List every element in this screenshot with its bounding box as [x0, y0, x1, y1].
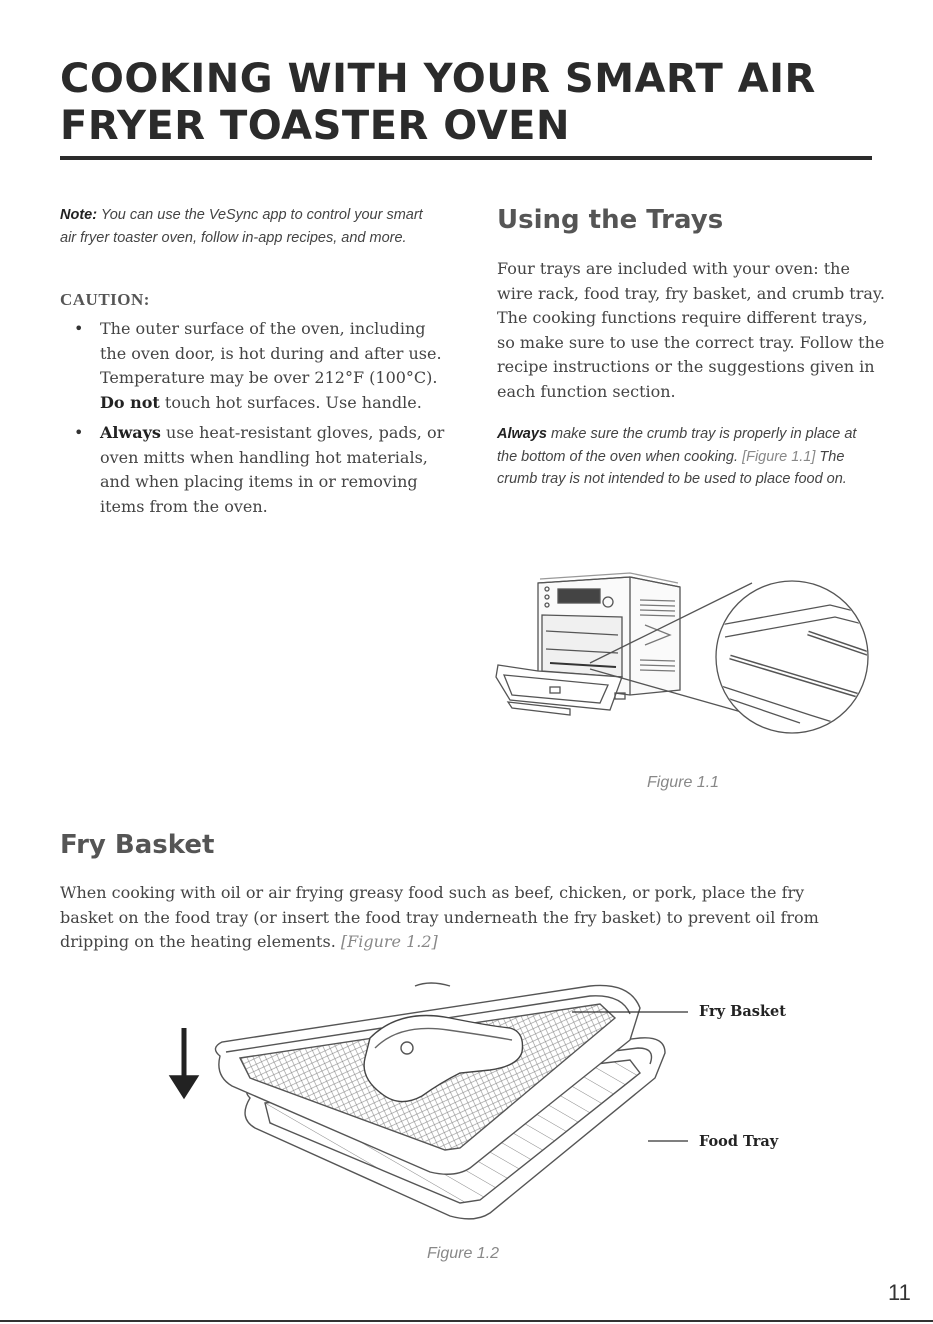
caution-item-1-text: The outer surface of the oven, including the oven door, is hot during and after use. Temperature may be over 212°F (100°C).	[100, 319, 442, 387]
bottom-divider	[0, 1320, 933, 1322]
crumb-note-text: make sure the crumb tray is properly in place at the bottom of the oven when cooking.	[497, 426, 857, 465]
caution-item-2-text: use heat-resistant gloves, pads, or oven mitts when handling hot materials, and when placing items in or removing items from the oven.	[100, 423, 445, 516]
note-text: You can use the VeSync app to control your smart air fryer toaster oven, follow in-app recipes, and more.	[60, 207, 423, 246]
page-number: 11	[888, 1280, 911, 1305]
note-label: Note:	[60, 207, 98, 223]
crumb-note-bold: Always	[497, 426, 547, 442]
figure-1-2-caption: Figure 1.2	[427, 1245, 500, 1262]
oven-illustration	[490, 565, 880, 740]
fry-basket-paragraph	[60, 881, 840, 955]
crumb-note-tail: The crumb tray is not intended to be used to place food on.	[497, 448, 847, 487]
trays-heading: Using the Trays	[497, 205, 724, 235]
crumb-tray-note	[497, 423, 857, 491]
figure-1-1-caption: Figure 1.1	[647, 774, 720, 791]
caution-item-2-bold: Always	[100, 423, 161, 442]
trays-paragraph: Four trays are included with your oven: the wire rack, food tray, fry basket, and crumb tray. The cooking functions require different trays, so make sure to use the correct tray. Follow the recipe instructions or the suggestions given in each function section.	[497, 259, 885, 401]
caution-item-gloves	[60, 421, 445, 519]
fry-basket-heading: Fry Basket	[60, 830, 215, 860]
page-title-line-2: FRYER TOASTER OVEN	[60, 103, 570, 149]
note-paragraph	[60, 204, 440, 249]
page-title	[60, 56, 872, 150]
title-divider	[60, 156, 872, 160]
fry-basket-text: When cooking with oil or air frying greasy food such as beef, chicken, or pork, place the fry basket on the food tray (or insert the food tray underneath the fry basket) to prevent oil from dripping on the heating elements.	[60, 883, 819, 951]
fry-basket-label: Fry Basket	[699, 1003, 786, 1020]
crumb-note-figure-ref: [Figure 1.1]	[742, 448, 816, 465]
caution-item-1-bold: Do not	[100, 392, 160, 412]
fry-basket-figure-ref: [Figure 1.2]	[340, 932, 438, 951]
caution-item-hot-surface	[60, 317, 445, 415]
food-tray-label: Food Tray	[699, 1133, 779, 1150]
caution-item-1-tail: touch hot surfaces. Use handle.	[159, 392, 422, 412]
caution-list	[60, 317, 445, 525]
caution-heading: CAUTION:	[60, 290, 150, 309]
page-title-line-1: COOKING WITH YOUR SMART AIR	[60, 56, 816, 102]
